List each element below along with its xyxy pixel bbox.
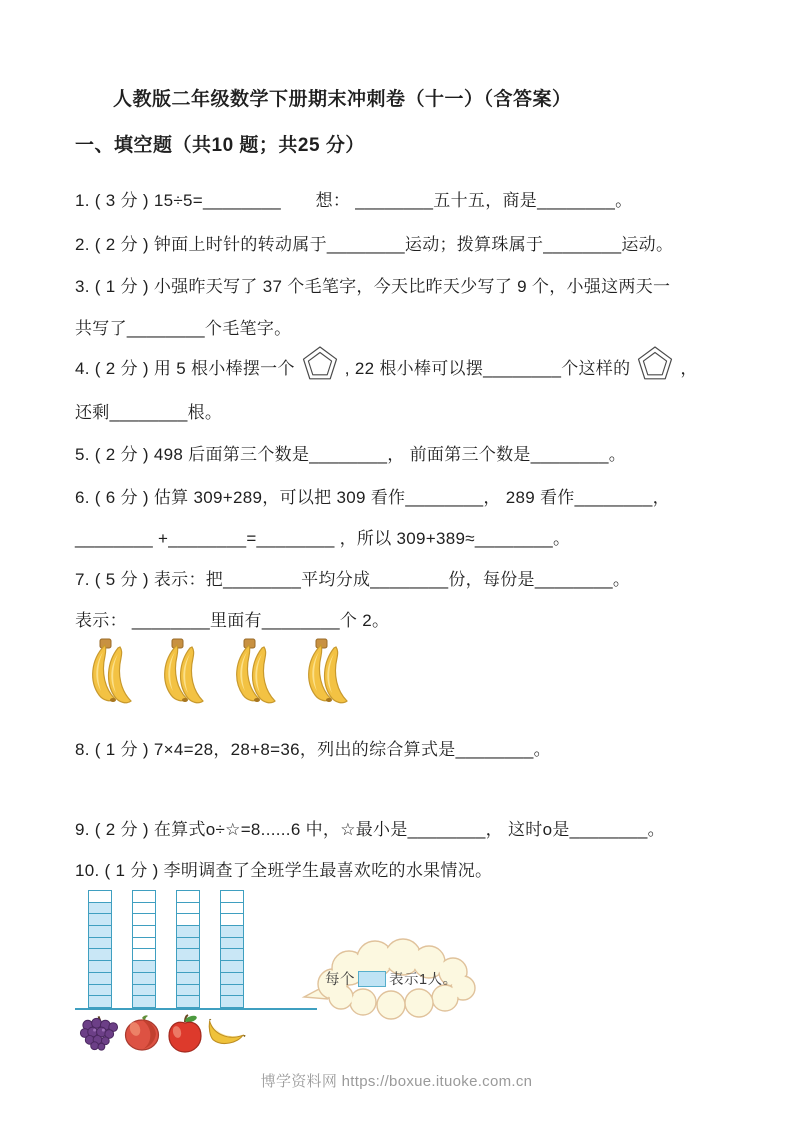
banana-bunch-icon [298, 636, 358, 713]
pictograph-cell [177, 902, 199, 914]
pictograph-cell [133, 913, 155, 925]
section-heading: 一、填空题（共10 题；共25 分） [75, 135, 365, 156]
question-1: 1. ( 3 分 ) 15÷5=________ 想： ________五十五，商是________。 [75, 191, 633, 210]
pictograph-column [88, 890, 112, 1008]
question-7-line2: 表示： ________里面有________个 2。 [75, 611, 390, 630]
pictograph-cell [177, 995, 199, 1007]
pictograph-cell [177, 984, 199, 996]
pictograph-cell [89, 925, 111, 937]
pictograph-cell [89, 937, 111, 949]
chart-unit-note [301, 936, 491, 1022]
pictograph-cell [177, 913, 199, 925]
pictograph-cell [221, 948, 243, 960]
pictograph-cell [133, 925, 155, 937]
banana-illustration-row [82, 636, 358, 713]
pictograph-cell [221, 913, 243, 925]
pentagon-icon [635, 343, 675, 390]
pictograph-cell [89, 913, 111, 925]
grapes-icon [77, 1014, 120, 1054]
pictograph-cell [221, 984, 243, 996]
unit-note-text [325, 968, 475, 989]
pictograph-cell [133, 948, 155, 960]
question-2: 2. ( 2 分 ) 钟面上时针的转动属于________运动；拨算珠属于________运动。 [75, 235, 674, 254]
pentagon-icon [300, 343, 340, 390]
question-4-text-1: 4. ( 2 分 ) 用 5 根小棒摆一个 [75, 359, 295, 378]
pictograph-cell [133, 984, 155, 996]
banana-bunch-icon [226, 636, 286, 713]
pictograph-cell [177, 948, 199, 960]
pictograph-cell [89, 995, 111, 1007]
pictograph-cell [221, 972, 243, 984]
pictograph-cell [133, 890, 155, 902]
question-9: 9. ( 2 分 ) 在算式o÷☆=8......6 中，☆最小是________， 这时o是________。 [75, 820, 665, 839]
pictograph-column [220, 890, 244, 1008]
pictograph-cell [89, 972, 111, 984]
pictograph-cell [221, 995, 243, 1007]
pictograph-cell [89, 960, 111, 972]
page-footer: 博学资料网 https://boxue.ituoke.com.cn [260, 1073, 533, 1090]
banana-bunch-icon [154, 636, 214, 713]
question-7-line1: 7. ( 5 分 ) 表示：把________平均分成________份，每份是________。 [75, 570, 631, 589]
question-4-line1 [75, 343, 698, 390]
chart-category-icons [77, 1014, 249, 1054]
question-3-line1: 3. ( 1 分 ) 小强昨天写了 37 个毛笔字，今天比昨天少写了 9 个，小强这两天一 [75, 277, 671, 296]
question-4-text-3: ， [680, 359, 698, 378]
pictograph-cell [133, 960, 155, 972]
question-6-line2: ________ +________=________ ，所以 309+389≈________。 [75, 529, 571, 548]
pictograph-cell [133, 972, 155, 984]
apple-icon [163, 1014, 206, 1054]
pictograph-columns [88, 890, 244, 1008]
pictograph-cell [89, 902, 111, 914]
question-10: 10. ( 1 分 ) 李明调查了全班学生最喜欢吃的水果情况。 [75, 861, 493, 880]
pictograph-cell [89, 948, 111, 960]
question-3-line2: 共写了________个毛笔字。 [75, 319, 292, 338]
question-6-line1: 6. ( 6 分 ) 估算 309+289，可以把 309 看作________， 289 看作________， [75, 488, 670, 507]
pictograph-cell [133, 995, 155, 1007]
pictograph-cell [177, 972, 199, 984]
pictograph-column [176, 890, 200, 1008]
pictograph-cell [133, 902, 155, 914]
pictograph-cell [177, 960, 199, 972]
question-8: 8. ( 1 分 ) 7×4=28，28+8=36，列出的综合算式是________。 [75, 740, 551, 759]
question-4-text-2: , 22 根小棒可以摆________个这样的 [344, 359, 631, 378]
question-4-line2: 还剩________根。 [75, 403, 223, 422]
pictograph-cell [177, 925, 199, 937]
unit-note-prefix: 每个 [325, 972, 355, 988]
pictograph-cell [221, 937, 243, 949]
pictograph-cell [177, 890, 199, 902]
peach-icon [120, 1014, 163, 1054]
pictograph-cell [221, 902, 243, 914]
pictograph-cell [89, 984, 111, 996]
pictograph-cell [221, 960, 243, 972]
page-title: 人教版二年级数学下册期末冲刺卷（十一）（含答案） [113, 89, 572, 110]
pictograph-cell [221, 925, 243, 937]
unit-note-suffix: 表示1人。 [389, 972, 458, 988]
pictograph-cell [177, 937, 199, 949]
fruit-pictograph-chart [75, 890, 635, 1060]
pictograph-cell [221, 890, 243, 902]
question-5: 5. ( 2 分 ) 498 后面第三个数是________， 前面第三个数是________。 [75, 445, 627, 464]
banana-bunch-icon [82, 636, 142, 713]
pictograph-cell [133, 937, 155, 949]
pictograph-column [132, 890, 156, 1008]
unit-square-icon [358, 971, 386, 987]
pictograph-cell [89, 890, 111, 902]
banana-icon [206, 1014, 249, 1054]
chart-baseline [75, 1008, 317, 1010]
